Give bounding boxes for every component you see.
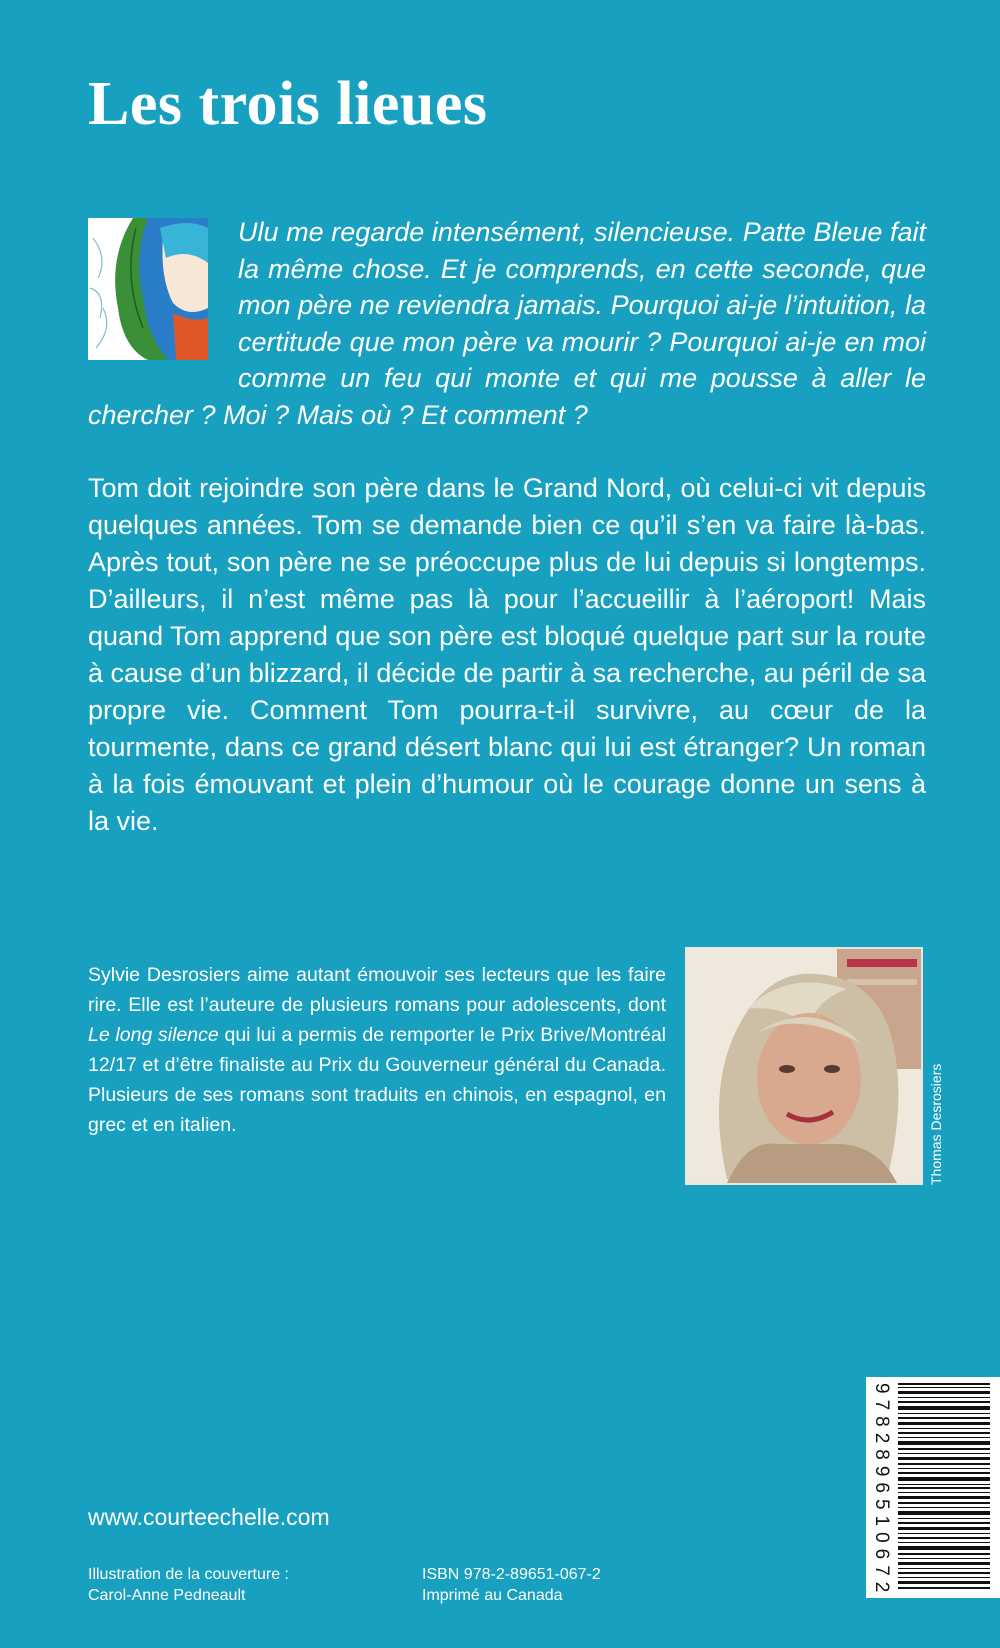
author-bio-book-title: Le long silence — [88, 1024, 219, 1046]
illustration-label: Illustration de la couverture : — [88, 1566, 289, 1583]
author-bio — [88, 960, 666, 1140]
isbn-block — [422, 1564, 601, 1606]
author-photo — [685, 947, 923, 1185]
barcode-digits: 9782896510672 — [871, 1383, 892, 1599]
illustrator-name: Carol-Anne Pedneault — [88, 1587, 246, 1604]
author-bio-part2: qui lui a permis de remporter le Prix Brive/Montréal 12/17 et d’être finaliste au Prix du Gouverneur général du Canada. Plusieurs de ses romans sont traduits en chinois, en espagnol, en grec et en italien. — [88, 1024, 666, 1136]
book-title: Les trois lieues — [88, 70, 488, 138]
isbn-number: ISBN 978-2-89651-067-2 — [422, 1566, 601, 1583]
excerpt-text: Ulu me regarde intensément, silencieuse. Patte Bleue fait la même chose. Et je comprends, en cette seconde, que mon père ne reviendra jamais. Pourquoi ai-je l’intuition, la certitude que mon père va mourir ? Pourquoi ai-je en moi comme un feu qui monte et qui me pousse à aller le chercher ? Moi ? Mais où ? Et comment ? — [88, 217, 926, 430]
author-bio-part1: Sylvie Desrosiers aime autant émouvoir ses lecteurs que les faire rire. Elle est l’auteure de plusieurs romans pour adolescents, dont — [88, 964, 666, 1016]
printed-in: Imprimé au Canada — [422, 1587, 563, 1604]
illustration-credit — [88, 1564, 289, 1606]
publisher-website[interactable]: www.courteechelle.com — [88, 1504, 330, 1530]
barcode-digits-wrap — [870, 1383, 894, 1599]
photo-credit: Thomas Desrosiers — [928, 1063, 944, 1185]
photo-credit-wrap — [928, 1063, 1000, 1201]
summary-text: Tom doit rejoindre son père dans le Grand Nord, où celui-ci vit depuis quelques années. Tom se demande bien ce qu’il s’en va faire là-bas. Après tout, son père ne se préoccupe plus de lui depuis si longtemps. D’ailleurs, il n’est même pas là pour l’accueillir à l’aéroport! Mais quand Tom apprend que son père est bloqué quelque part sur la route à cause d’un blizzard, il décide de partir à sa recherche, au péril de sa propre vie. Comment Tom pourra-t-il survivre, au cœur de la tourmente, dans ce grand désert blanc qui lui est étranger? Un roman à la fois émouvant et plein d’humour où le courage donne un sens à la vie. — [88, 473, 926, 836]
cover-illustration-thumbnail — [88, 218, 208, 360]
excerpt-block — [88, 214, 926, 433]
